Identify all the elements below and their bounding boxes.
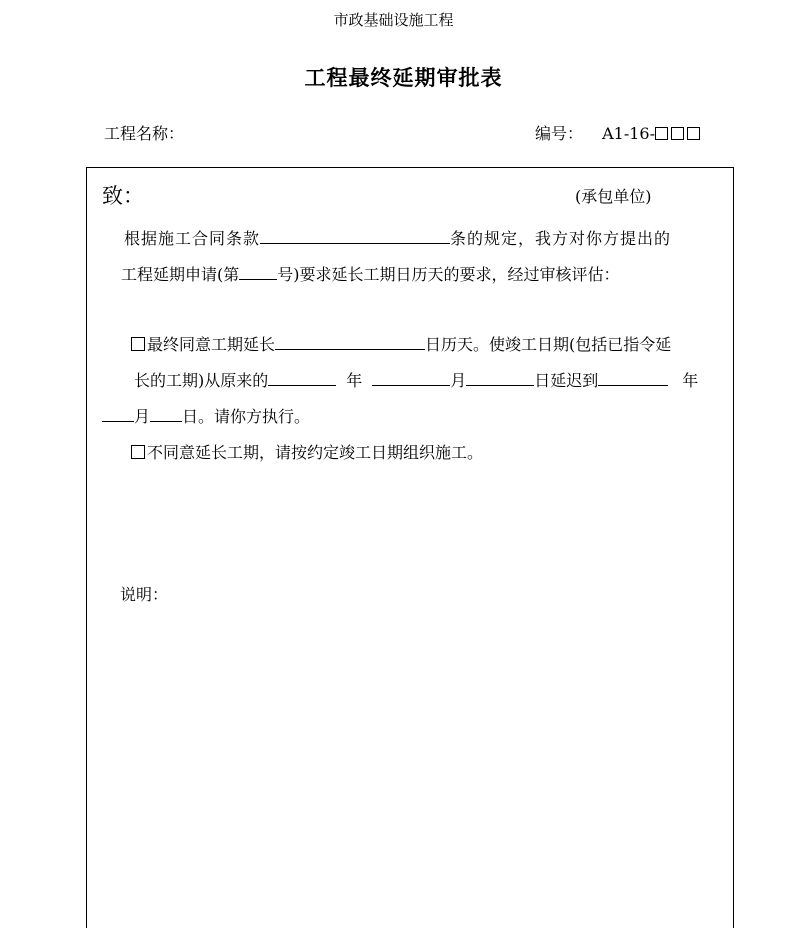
project-name-label: 工程名称： xyxy=(104,124,185,143)
opt1-text-b: 日历天。使竣工日期(包括已指令延 xyxy=(425,335,672,354)
contract-clause-field[interactable] xyxy=(260,227,450,244)
year-label: 年 xyxy=(346,371,363,390)
to-label: 致： xyxy=(102,184,144,208)
p2-text-b: 号)要求延长工期日历天的要求，经过审核评估： xyxy=(277,265,620,284)
form-title: 工程最终延期审批表 xyxy=(304,66,503,90)
option-agree-line-3 xyxy=(102,404,310,427)
p1-text-a: 根据施工合同条款 xyxy=(124,229,261,248)
paragraph-line-2 xyxy=(121,262,620,285)
month-label-2: 月 xyxy=(134,407,151,426)
code-box-3[interactable] xyxy=(687,127,700,140)
opt2-text: 不同意延长工期，请按约定竣工日期组织施工。 xyxy=(147,443,484,462)
option-agree-line-2 xyxy=(134,368,698,391)
original-month-field[interactable] xyxy=(372,369,450,386)
code-label: 编号： xyxy=(535,124,584,143)
code-value: A1-16- xyxy=(602,124,656,143)
contractor-label: (承包单位) xyxy=(575,187,652,206)
option-agree-line-1 xyxy=(131,332,671,355)
code-box-2[interactable] xyxy=(671,127,684,140)
month-label: 月 xyxy=(450,371,467,390)
original-year-field[interactable] xyxy=(268,369,336,386)
code-box-1[interactable] xyxy=(655,127,668,140)
p1-text-b: 条的规定，我方对你方提出的 xyxy=(450,229,672,248)
document-header: 市政基础设施工程 xyxy=(333,11,454,29)
paragraph-line-1 xyxy=(124,226,671,249)
p2-text-a: 工程延期申请(第 xyxy=(121,265,240,284)
original-day-field[interactable] xyxy=(466,369,534,386)
year-label-2: 年 xyxy=(682,371,699,390)
option-disagree-line xyxy=(131,440,483,463)
extension-days-field[interactable] xyxy=(275,333,425,350)
new-month-field[interactable] xyxy=(102,405,134,422)
opt1-text-c: 长的工期)从原来的 xyxy=(134,371,269,390)
application-number-field[interactable] xyxy=(239,263,277,280)
opt1-text-a: 最终同意工期延长 xyxy=(147,335,276,354)
day-end-text: 日。请你方执行。 xyxy=(182,407,311,426)
new-day-field[interactable] xyxy=(150,405,182,422)
agree-checkbox[interactable] xyxy=(131,337,145,351)
new-year-field[interactable] xyxy=(598,369,668,386)
disagree-checkbox[interactable] xyxy=(131,445,145,459)
form-code xyxy=(535,121,700,144)
note-label: 说明： xyxy=(120,585,169,604)
delay-to-label: 日延迟到 xyxy=(534,371,599,390)
